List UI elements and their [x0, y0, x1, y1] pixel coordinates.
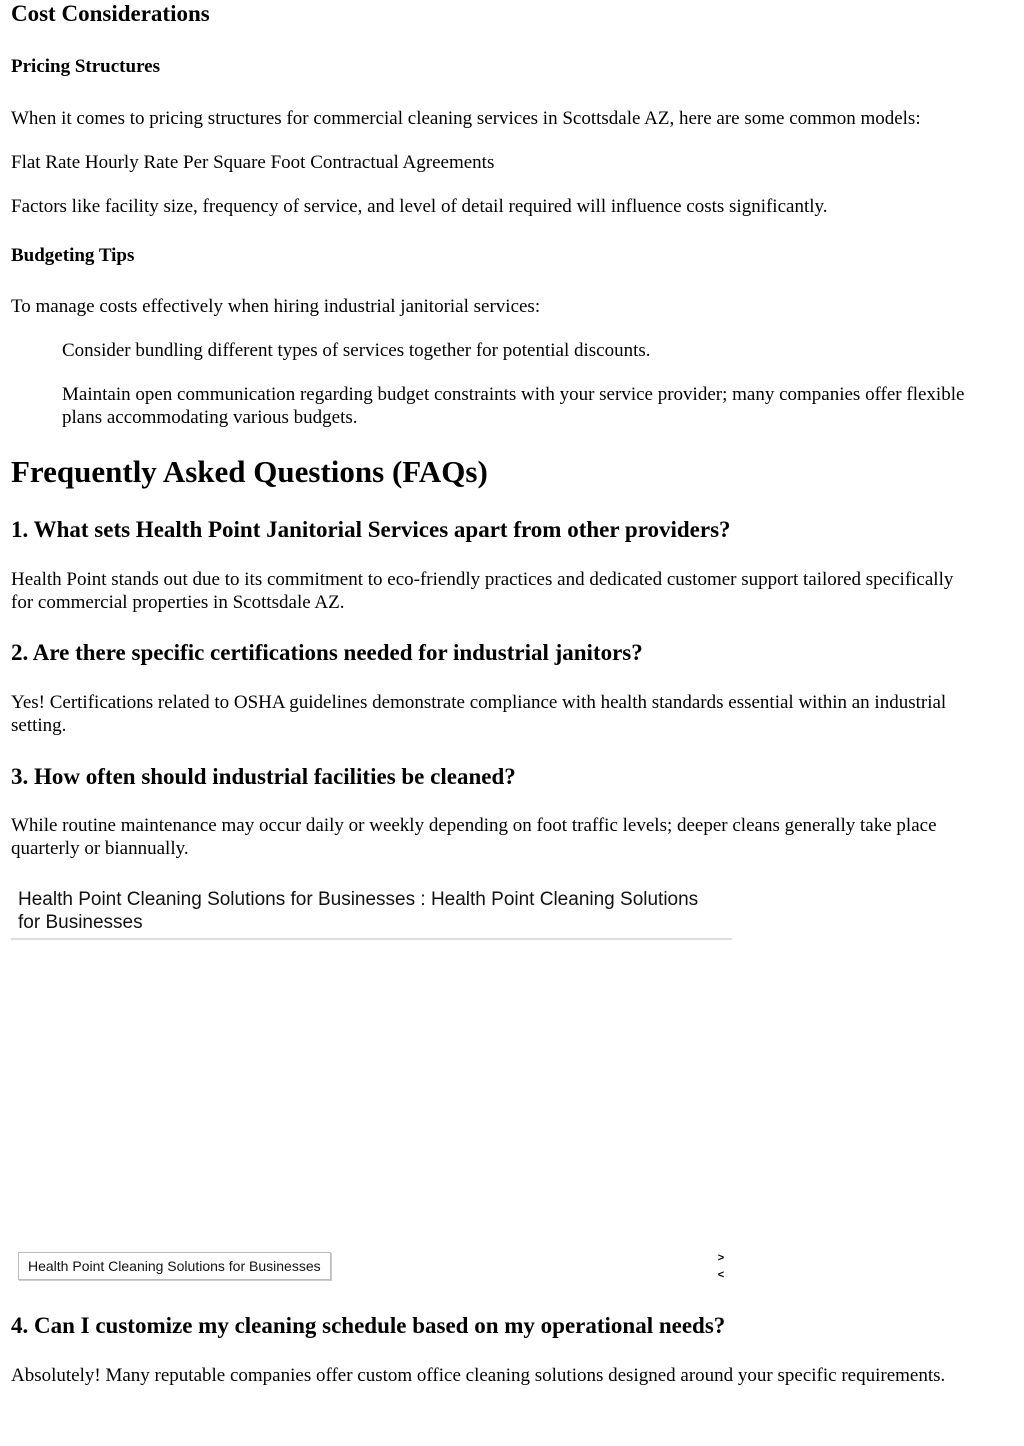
prev-arrow-icon[interactable]: < [717, 1269, 725, 1281]
faq-question: 2. Are there specific certifications needed for industrial janitors? [11, 640, 643, 665]
budget-tip-item: Maintain open communication regarding budget constraints with your service provider; many companies offer flexible plans accommodating various budgets. [62, 384, 965, 428]
faq-answer: Yes! Certifications related to OSHA guidelines demonstrate compliance with health standards essential within an industrial setting. [11, 692, 947, 736]
faq-question: 3. How often should industrial facilities be cleaned? [11, 764, 516, 789]
embed-title-link[interactable]: Health Point Cleaning Solutions for Businesses : Health Point Cleaning Solutions for Businesses [18, 889, 699, 933]
faq-answer: While routine maintenance may occur daily or weekly depending on foot traffic levels; deeper cleans generally take place quarterly or biannually. [11, 815, 937, 859]
faq-heading: Frequently Asked Questions (FAQs) [11, 454, 488, 489]
pricing-models-text: Flat Rate Hourly Rate Per Square Foot Contractual Agreements [11, 152, 495, 173]
cost-considerations-heading: Cost Considerations [11, 1, 210, 26]
next-arrow-icon[interactable]: > [717, 1252, 725, 1264]
pricing-structures-heading: Pricing Structures [11, 56, 160, 77]
faq-question: 4. Can I customize my cleaning schedule based on my operational needs? [11, 1313, 726, 1338]
faq-answer: Health Point stands out due to its commitment to eco-friendly practices and dedicated customer support tailored specifically for commercial properties in Scottsdale AZ. [11, 569, 954, 613]
pricing-intro-text: When it comes to pricing structures for commercial cleaning services in Scottsdale AZ, here are some common models: [11, 108, 921, 129]
budget-intro-text: To manage costs effectively when hiring industrial janitorial services: [11, 296, 541, 317]
faq-answer: Absolutely! Many reputable companies offer custom office cleaning solutions designed around your specific requirements. [11, 1365, 946, 1386]
embed-content-area [11, 941, 732, 1241]
budget-tip-item: Consider bundling different types of services together for potential discounts. [62, 340, 651, 361]
embed-tag-button[interactable]: Health Point Cleaning Solutions for Businesses [18, 1252, 331, 1280]
pricing-factors-text: Factors like facility size, frequency of service, and level of detail required will influence costs significantly. [11, 196, 828, 217]
embedded-slideshow [11, 881, 732, 1281]
faq-question: 1. What sets Health Point Janitorial Services apart from other providers? [11, 517, 731, 542]
embed-divider [11, 938, 732, 940]
budgeting-tips-heading: Budgeting Tips [11, 245, 135, 266]
